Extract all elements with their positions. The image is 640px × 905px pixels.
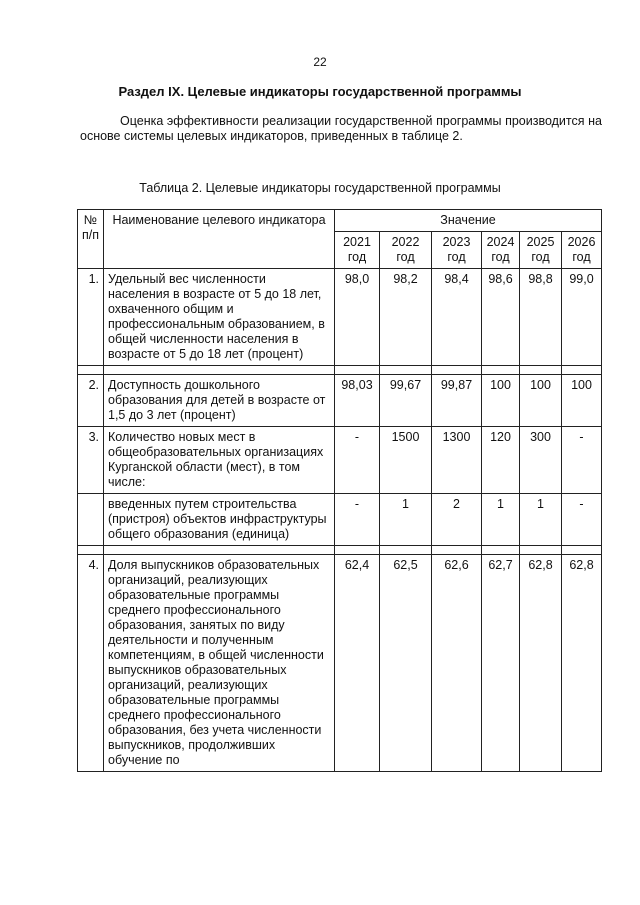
indicators-table [77, 209, 602, 772]
row-number: 4. [78, 555, 104, 772]
value-cell: 98,8 [520, 269, 562, 366]
table-row [78, 375, 602, 427]
table-spacer-row [78, 366, 602, 375]
value-cell: 99,67 [380, 375, 432, 427]
value-cell: 62,5 [380, 555, 432, 772]
row-number [78, 494, 104, 546]
value-cell: 1 [520, 494, 562, 546]
indicator-name: введенных путем строительства (пристроя) объектов инфраструктуры общего образования (единица) [104, 494, 335, 546]
value-cell: 120 [482, 427, 520, 494]
header-year: 2024 год [482, 232, 520, 269]
value-cell: 62,8 [562, 555, 602, 772]
value-cell: 99,0 [562, 269, 602, 366]
value-cell: - [335, 427, 380, 494]
value-cell: 100 [482, 375, 520, 427]
header-year: 2022 год [380, 232, 432, 269]
value-cell: - [562, 427, 602, 494]
row-number: 3. [78, 427, 104, 494]
header-year: 2021 год [335, 232, 380, 269]
header-number: № п/п [78, 210, 104, 269]
section-title: Раздел IX. Целевые индикаторы государственной программы [118, 84, 522, 99]
indicator-name: Доля выпускников образовательных организаций, реализующих образовательные программы среднего профессионального образования, занятых по виду деятельности и полученным компетенциям, в общей численности выпускников образовательных организаций, реализующих образовательные программы среднего профессионального образования, без учета численности выпускников, продолживших обучение по [104, 555, 335, 772]
value-cell: 100 [562, 375, 602, 427]
value-cell: 1 [380, 494, 432, 546]
intro-paragraph: Оценка эффективности реализации государственной программы производится на основе системы целевых индикаторов, приведенных в таблице 2. [80, 114, 602, 143]
value-cell: 62,8 [520, 555, 562, 772]
value-cell: 98,03 [335, 375, 380, 427]
value-cell: 98,6 [482, 269, 520, 366]
value-cell: 100 [520, 375, 562, 427]
header-value: Значение [335, 210, 602, 232]
value-cell: 62,6 [432, 555, 482, 772]
value-cell: - [335, 494, 380, 546]
indicator-name: Удельный вес численности населения в возрасте от 5 до 18 лет, охваченного общим и профессиональным образованием, в общей численности населения в возрасте от 5 до 18 лет (процент) [104, 269, 335, 366]
value-cell: 62,7 [482, 555, 520, 772]
value-cell: 2 [432, 494, 482, 546]
value-cell: 300 [520, 427, 562, 494]
table-row [78, 555, 602, 772]
value-cell: 98,4 [432, 269, 482, 366]
indicator-name: Количество новых мест в общеобразовательных организациях Курганской области (мест), в том числе: [104, 427, 335, 494]
table-row [78, 269, 602, 366]
value-cell: 62,4 [335, 555, 380, 772]
header-indicator-name: Наименование целевого индикатора [104, 210, 335, 269]
value-cell: 98,2 [380, 269, 432, 366]
indicator-name: Доступность дошкольного образования для детей в возрасте от 1,5 до 3 лет (процент) [104, 375, 335, 427]
row-number: 2. [78, 375, 104, 427]
value-cell: 1500 [380, 427, 432, 494]
value-cell: - [562, 494, 602, 546]
table-row [78, 427, 602, 494]
page-number: 22 [313, 55, 327, 69]
value-cell: 99,87 [432, 375, 482, 427]
value-cell: 98,0 [335, 269, 380, 366]
header-year: 2025 год [520, 232, 562, 269]
header-year: 2023 год [432, 232, 482, 269]
table-caption: Таблица 2. Целевые индикаторы государственной программы [139, 181, 501, 195]
value-cell: 1 [482, 494, 520, 546]
value-cell: 1300 [432, 427, 482, 494]
table-row [78, 494, 602, 546]
header-year: 2026 год [562, 232, 602, 269]
row-number: 1. [78, 269, 104, 366]
table-header-row [78, 210, 602, 232]
table-spacer-row [78, 546, 602, 555]
